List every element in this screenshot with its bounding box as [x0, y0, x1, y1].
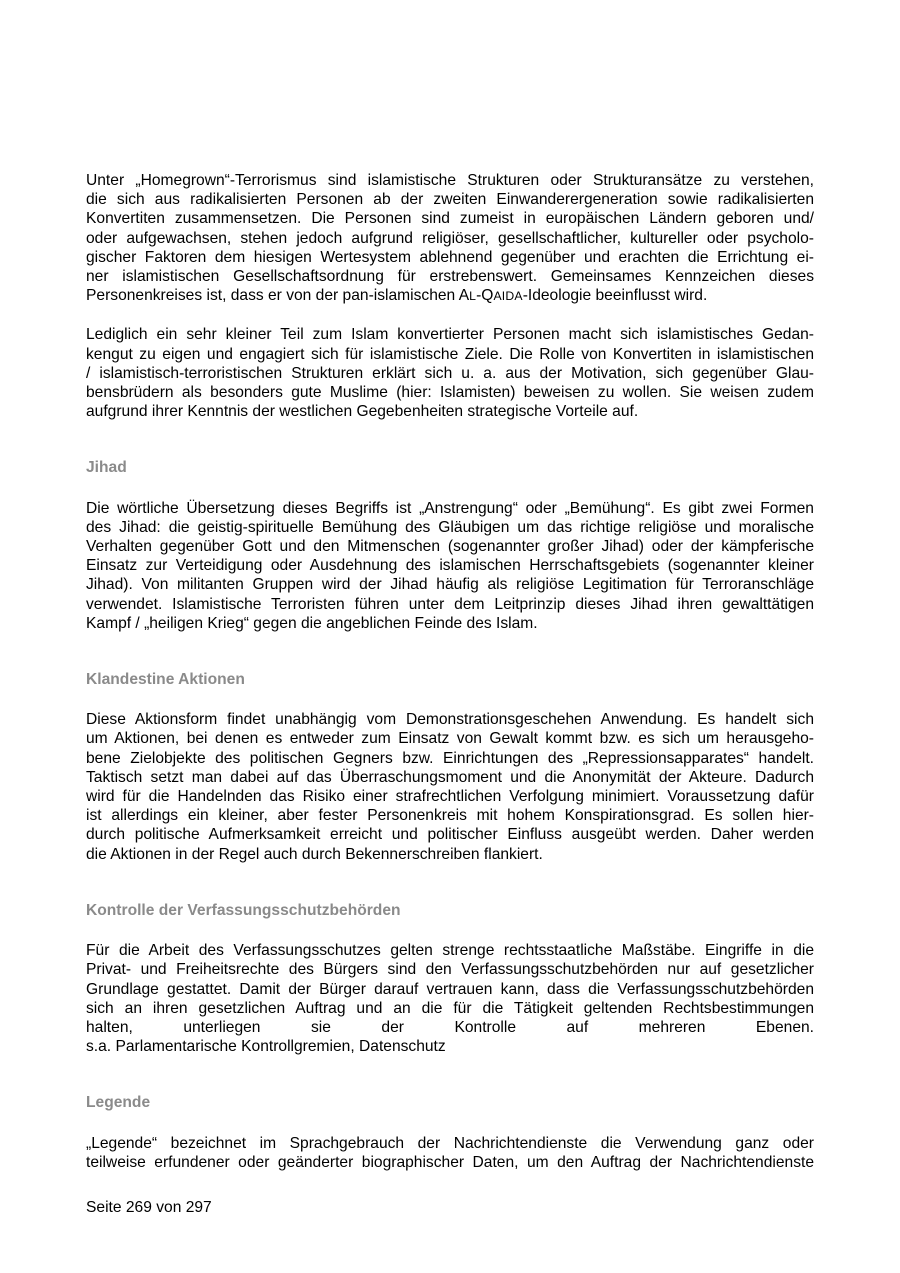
text-line: „Legende“ bezeichnet im Sprachgebrauch der Nachrichtendienste die Verwendung ganz oder — [86, 1134, 814, 1152]
text-line: verwendet. Islamistische Terroristen führen unter dem Leitprinzip dieses Jihad ihren gewalttätigen — [86, 595, 814, 613]
paragraph-homegrown — [86, 171, 814, 306]
text-line: Jihad). Von militanten Gruppen wird der Jihad häufig als religiöse Legitimation für Terroranschläge — [86, 576, 814, 594]
text-line: Grundlage gestattet. Damit der Bürger darauf vertrauen kann, dass die Verfassungsschutzbehörden — [86, 980, 814, 998]
text-line: des Jihad: die geistig-spirituelle Bemühung des Gläubigen um das richtige religiöse und moralische — [86, 518, 814, 536]
text-line: Einsatz zur Verteidigung oder Ausdehnung des islamischen Herrschaftsgebiets (sogenannter kleiner — [86, 557, 814, 575]
text-line: Für die Arbeit des Verfassungsschutzes gelten strenge rechtsstaatliche Maßstäbe. Eingriffe in die — [86, 942, 814, 960]
text-line: Privat- und Freiheitsrechte des Bürgers sind den Verfassungsschutzbehörden nur auf gesetzlicher — [86, 961, 814, 979]
text-line: Verhalten gegenüber Gott und den Mitmenschen (sogenannter großer Jihad) oder der kämpferische — [86, 538, 814, 556]
text-line: aufgrund ihrer Kenntnis der westlichen Gegebenheiten strategische Vorteile auf. — [86, 403, 639, 421]
paragraph-kontrolle — [86, 941, 814, 1056]
text-line: um Aktionen, bei denen es entweder zum Einsatz von Gewalt kommt bzw. es sich um herausgeho- — [86, 730, 814, 748]
text-line: ist allerdings ein kleiner, aber fester Personenkreis mit hohem Konspirationsgrad. Es sollen hier- — [86, 807, 814, 825]
heading-kontrolle: Kontrolle der Verfassungsschutzbehörden — [86, 901, 401, 919]
text-line: wird für die Handelnden das Risiko einer strafrechtlichen Verfolgung minimiert. Voraussetzung dafür — [86, 788, 814, 806]
heading-legende: Legende — [86, 1094, 151, 1112]
text-line: sich an ihren gesetzlichen Auftrag und an die für die Tätigkeit geltenden Rechtsbestimmungen — [86, 999, 814, 1017]
paragraph-legende — [86, 1134, 814, 1172]
text-line: Unter „Homegrown“-Terrorismus sind islamistische Strukturen oder Strukturansätze zu verstehen, — [86, 172, 814, 189]
text-line: ner islamistischen Gesellschaftsordnung für erstrebenswert. Gemeinsames Kennzeichen dieses — [86, 268, 814, 286]
heading-klandestine-aktionen: Klandestine Aktionen — [86, 671, 245, 689]
text-line: kengut zu eigen und engagiert sich für islamistische Ziele. Die Rolle von Konvertiten in islamistischen — [86, 345, 814, 363]
text-segment: - — [476, 287, 482, 305]
text-line: durch politische Aufmerksamkeit erreicht und politischer Einfluss ausgeübt werden. Daher werden — [86, 826, 814, 844]
heading-jihad: Jihad — [86, 459, 127, 477]
text-segment: -Ideologie beeinflusst wird. — [522, 287, 708, 305]
text-line: / islamistisch-terroristischen Strukturen erklärt sich u. a. aus der Motivation, sich gegenüber Glau- — [86, 364, 814, 382]
text-segment-smallcaps: L — [469, 289, 477, 304]
text-segment: Q — [481, 287, 494, 305]
text-line — [86, 286, 814, 306]
text-line: die Aktionen in der Regel auch durch Bekennerschreiben flankiert. — [86, 845, 543, 863]
text-line: s.a. Parlamentarische Kontrollgremien, Datenschutz — [86, 1038, 446, 1056]
text-line: Die wörtliche Übersetzung dieses Begriffs ist „Anstrengung“ oder „Bemühung“. Es gibt zwei Formen — [86, 499, 814, 517]
text-line: bensbrüdern als besonders gute Muslime (hier: Islamisten) beweisen zu wollen. Sie weisen zudem — [86, 384, 814, 402]
paragraph-klandestine — [86, 710, 814, 864]
text-line: Lediglich ein sehr kleiner Teil zum Islam konvertierter Personen macht sich islamistisches Gedan- — [86, 326, 814, 344]
text-line: die sich aus radikalisierten Personen ab der zweiten Einwanderergeneration sowie radikalisierten — [86, 191, 814, 209]
text-line: Diese Aktionsform findet unabhängig vom Demonstrationsgeschehen Anwendung. Es handelt sich — [86, 711, 814, 729]
text-line: bene Zielobjekte des politischen Gegners bzw. Einrichtungen des „Repressionsapparates“ handelt. — [86, 749, 814, 767]
text-line: Kampf / „heiligen Krieg“ gegen die angeblichen Feinde des Islam. — [86, 614, 538, 632]
text-line: Konvertiten zusammensetzen. Die Personen sind zumeist in europäischen Ländern geboren und/ — [86, 210, 814, 228]
text-line: teilweise erfundener oder geänderter biographischer Daten, um den Auftrag der Nachrichtendienste — [86, 1153, 814, 1171]
page-content — [86, 171, 814, 1172]
text-line: halten, unterliegen sie der Kontrolle auf mehreren Ebenen. — [86, 1018, 814, 1036]
paragraph-konvertiten — [86, 325, 814, 421]
text-segment: A — [458, 287, 470, 305]
text-segment-smallcaps: AIDA — [493, 289, 523, 304]
page-number: Seite 269 von 297 — [86, 1199, 212, 1216]
text-line: Taktisch setzt man dabei auf das Überraschungsmoment und die Anonymität der Akteure. Dadurch — [86, 768, 814, 786]
paragraph-jihad — [86, 499, 814, 633]
text-segment: Personenkreises ist, dass er von der pan-islamischen — [86, 287, 459, 305]
text-line: gischer Faktoren dem hiesigen Wertesystem ablehnend gegenüber und erachten die Errichtung ei- — [86, 248, 814, 266]
text-line: oder aufgewachsen, stehen jedoch aufgrund religiöser, gesellschaftlicher, kultureller oder psycholo- — [86, 229, 814, 247]
